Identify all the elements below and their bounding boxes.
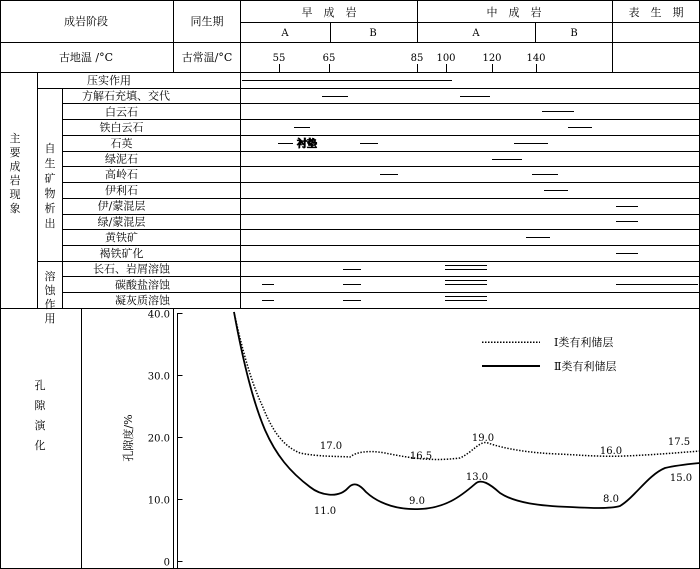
row-label: 绿/蒙混层 [97,215,146,229]
sub-b2: B [570,28,578,39]
syn-label: 同生期 [190,15,224,28]
row-label: 黄铁矿 [105,231,138,245]
legend-label-ii: Ⅱ类有利储层 [554,360,617,373]
temp-100: 100 [436,53,456,64]
row-label: 伊利石 [105,183,138,197]
row-label: 碳酸盐溶蚀 [115,278,170,292]
porosity-y-axis-label: 孔隙度/% [122,414,135,462]
row-label: 高岭石 [105,168,138,182]
series-i-value: 16.5 [409,451,433,462]
row-label: 方解石充填、交代 [82,89,170,103]
sub-a1: A [281,28,289,39]
series-ii-value: 8.0 [603,494,619,505]
row-label: 褐铁矿化 [99,246,144,260]
paleo-temp-label: 古地温 /°C [58,51,114,64]
early-label: 早 成 岩 [301,6,357,19]
ancient-temp-label: 古常温/°C [181,51,233,64]
temp-140: 140 [526,53,546,64]
row-label: 凝灰质溶蚀 [115,294,170,308]
sub-a2: A [472,28,480,39]
row-label: 绿泥石 [105,152,138,166]
sub-b1: B [369,28,377,39]
y-tick-label: 20.0 [147,433,170,445]
row-label: 铁白云石 [99,121,144,135]
row-note: 衬垫 [297,138,317,150]
temp-85: 85 [410,53,424,64]
epi-label: 表 生 期 [628,6,684,19]
series-ii-value: 11.0 [313,506,337,517]
series-i-value: 17.5 [667,437,691,448]
row-label: 石英 [110,136,133,150]
y-tick-label: 10.0 [147,495,170,507]
y-tick-label: 30.0 [147,371,170,383]
series-i-value: 19.0 [471,433,495,444]
legend-label-i: Ⅰ类有利储层 [554,336,614,349]
temp-65: 65 [322,53,336,64]
temp-120: 120 [482,53,502,64]
row-label: 伊/蒙混层 [97,199,146,213]
temp-55: 55 [272,53,286,64]
series-ii-value: 13.0 [465,472,489,483]
row-label: 白云石 [105,105,138,119]
y-tick-label: 40.0 [147,309,170,321]
series-ii-value: 15.0 [669,473,693,484]
series-i-value: 16.0 [599,446,623,457]
row-label: 长石、岩屑溶蚀 [93,262,170,276]
middle-label: 中 成 岩 [486,6,542,19]
dissolution-label: 溶蚀作用 [44,270,56,325]
series-ii-value: 9.0 [409,496,425,507]
authigenic-label: 自生矿物析出 [44,142,56,230]
y-tick-label: 0 [163,557,170,569]
porosity-evolution-label: 孔隙演化 [34,379,46,452]
row-label: 压实作用 [87,73,131,87]
stage-label: 成岩阶段 [64,15,108,28]
series-i-value: 17.0 [319,441,343,452]
main-phenomena-label: 主要成岩现象 [9,132,21,215]
